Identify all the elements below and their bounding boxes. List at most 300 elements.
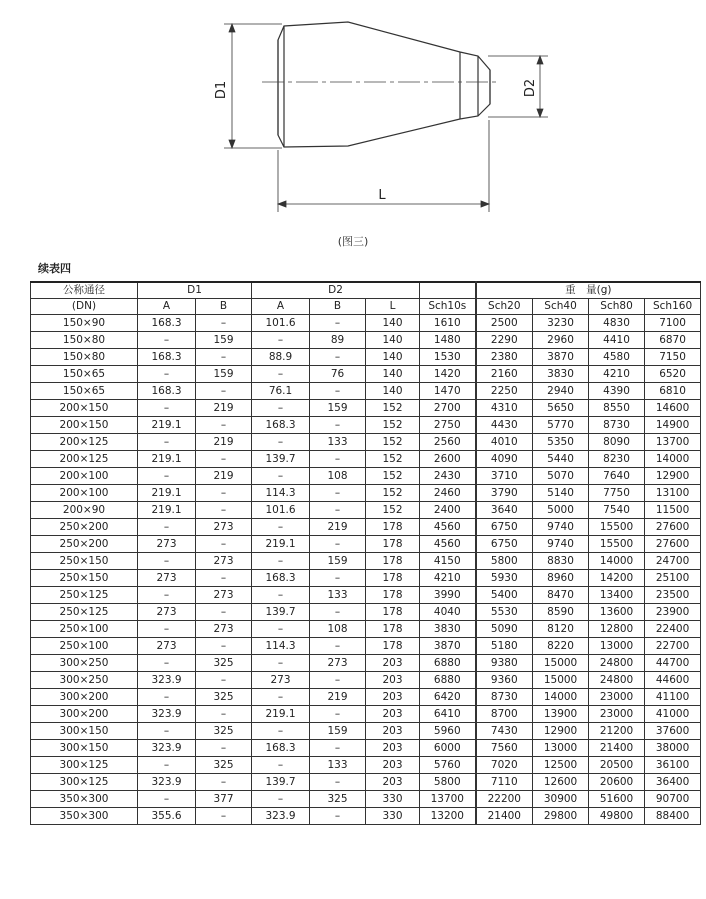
table-row xyxy=(31,383,701,400)
cell-sch10s: 6420 xyxy=(420,689,476,706)
cell-dn: 250×150 xyxy=(31,570,138,587)
cell-d1-b: – xyxy=(196,706,252,723)
cell-d2-b: – xyxy=(310,808,366,825)
cell-dn: 150×80 xyxy=(31,332,138,349)
cell-sch160: 14600 xyxy=(645,400,701,417)
header-dn: 公称通径 xyxy=(31,282,138,299)
cell-d2-b: 159 xyxy=(310,553,366,570)
cell-sch80: 7750 xyxy=(589,485,645,502)
cell-dn: 250×150 xyxy=(31,553,138,570)
cell-sch40: 8960 xyxy=(533,570,589,587)
cell-sch40: 8830 xyxy=(533,553,589,570)
cell-sch40: 15000 xyxy=(533,655,589,672)
cell-d2-a: – xyxy=(252,332,310,349)
table-row xyxy=(31,706,701,723)
cell-sch20: 7430 xyxy=(476,723,533,740)
cell-dn: 200×150 xyxy=(31,417,138,434)
cell-dn: 300×250 xyxy=(31,672,138,689)
cell-d1-b: 219 xyxy=(196,434,252,451)
header-weight: 重 量(g) xyxy=(476,282,701,299)
cell-sch80: 21200 xyxy=(589,723,645,740)
cell-sch80: 13600 xyxy=(589,604,645,621)
cell-d2-a: 168.3 xyxy=(252,740,310,757)
cell-sch40: 3830 xyxy=(533,366,589,383)
cell-sch10s: 5760 xyxy=(420,757,476,774)
cell-sch10s: 2430 xyxy=(420,468,476,485)
cell-sch10s: 6880 xyxy=(420,655,476,672)
cell-l: 152 xyxy=(366,485,420,502)
cell-d1-a: 273 xyxy=(138,604,196,621)
cell-sch80: 8090 xyxy=(589,434,645,451)
table-row xyxy=(31,468,701,485)
cell-d2-a: – xyxy=(252,689,310,706)
cell-l: 178 xyxy=(366,519,420,536)
cell-l: 203 xyxy=(366,774,420,791)
cell-sch160: 11500 xyxy=(645,502,701,519)
reducer-drawing xyxy=(0,0,706,240)
cell-d2-b: – xyxy=(310,774,366,791)
cell-d2-b: – xyxy=(310,740,366,757)
cell-l: 203 xyxy=(366,706,420,723)
header-d2-a: A xyxy=(252,299,310,315)
cell-dn: 150×65 xyxy=(31,383,138,400)
cell-sch80: 4390 xyxy=(589,383,645,400)
cell-sch80: 4210 xyxy=(589,366,645,383)
cell-sch40: 12900 xyxy=(533,723,589,740)
cell-sch10s: 2600 xyxy=(420,451,476,468)
table-row xyxy=(31,740,701,757)
cell-sch160: 36400 xyxy=(645,774,701,791)
cell-d2-a: 168.3 xyxy=(252,570,310,587)
cell-d1-a: 323.9 xyxy=(138,706,196,723)
cell-d1-a: – xyxy=(138,791,196,808)
cell-sch20: 5530 xyxy=(476,604,533,621)
cell-sch20: 2380 xyxy=(476,349,533,366)
cell-dn: 200×90 xyxy=(31,502,138,519)
table-row xyxy=(31,349,701,366)
l-label: L xyxy=(378,188,386,203)
cell-sch160: 38000 xyxy=(645,740,701,757)
cell-d1-a: – xyxy=(138,434,196,451)
cell-d2-b: – xyxy=(310,536,366,553)
table-row xyxy=(31,757,701,774)
cell-sch10s: 4560 xyxy=(420,519,476,536)
cell-sch10s: 2750 xyxy=(420,417,476,434)
cell-d1-b: – xyxy=(196,349,252,366)
cell-dn: 300×125 xyxy=(31,774,138,791)
cell-dn: 300×150 xyxy=(31,740,138,757)
cell-dn: 250×125 xyxy=(31,587,138,604)
table-row xyxy=(31,638,701,655)
cell-d1-a: 219.1 xyxy=(138,451,196,468)
cell-d1-b: – xyxy=(196,451,252,468)
cell-d2-b: – xyxy=(310,315,366,332)
cell-dn: 200×125 xyxy=(31,451,138,468)
cell-l: 140 xyxy=(366,383,420,400)
cell-sch160: 7100 xyxy=(645,315,701,332)
header-sch160: Sch160 xyxy=(645,299,701,315)
cell-sch80: 24800 xyxy=(589,655,645,672)
table-row xyxy=(31,366,701,383)
header-sch20: Sch20 xyxy=(476,299,533,315)
cell-d2-a: 76.1 xyxy=(252,383,310,400)
cell-dn: 150×80 xyxy=(31,349,138,366)
cell-sch10s: 6000 xyxy=(420,740,476,757)
cell-sch10s: 6880 xyxy=(420,672,476,689)
cell-dn: 150×90 xyxy=(31,315,138,332)
cell-l: 152 xyxy=(366,400,420,417)
cell-d1-a: 323.9 xyxy=(138,740,196,757)
cell-dn: 250×200 xyxy=(31,519,138,536)
cell-d1-b: – xyxy=(196,570,252,587)
cell-sch20: 9380 xyxy=(476,655,533,672)
cell-sch20: 4010 xyxy=(476,434,533,451)
cell-d1-a: 168.3 xyxy=(138,349,196,366)
cell-d2-b: 108 xyxy=(310,621,366,638)
cell-d2-a: – xyxy=(252,791,310,808)
table-row xyxy=(31,519,701,536)
cell-sch40: 15000 xyxy=(533,672,589,689)
cell-d1-a: – xyxy=(138,366,196,383)
cell-sch80: 4410 xyxy=(589,332,645,349)
cell-d2-a: 114.3 xyxy=(252,485,310,502)
table-row xyxy=(31,672,701,689)
cell-d2-a: 88.9 xyxy=(252,349,310,366)
table-row xyxy=(31,655,701,672)
cell-l: 140 xyxy=(366,332,420,349)
cell-sch20: 5400 xyxy=(476,587,533,604)
cell-sch20: 4310 xyxy=(476,400,533,417)
cell-d2-b: – xyxy=(310,383,366,400)
cell-l: 203 xyxy=(366,655,420,672)
cell-dn: 350×300 xyxy=(31,808,138,825)
cell-sch80: 23000 xyxy=(589,706,645,723)
cell-d1-b: 219 xyxy=(196,468,252,485)
cell-dn: 200×125 xyxy=(31,434,138,451)
cell-d2-a: – xyxy=(252,723,310,740)
header-sch80: Sch80 xyxy=(589,299,645,315)
cell-l: 152 xyxy=(366,468,420,485)
cell-l: 178 xyxy=(366,553,420,570)
cell-sch20: 5180 xyxy=(476,638,533,655)
cell-sch10s: 2700 xyxy=(420,400,476,417)
cell-d1-b: 325 xyxy=(196,689,252,706)
cell-sch20: 2250 xyxy=(476,383,533,400)
cell-d1-b: 219 xyxy=(196,400,252,417)
cell-sch20: 4430 xyxy=(476,417,533,434)
cell-dn: 300×200 xyxy=(31,689,138,706)
cell-d2-a: 168.3 xyxy=(252,417,310,434)
cell-sch40: 30900 xyxy=(533,791,589,808)
cell-d1-a: 219.1 xyxy=(138,485,196,502)
cell-dn: 250×200 xyxy=(31,536,138,553)
cell-d2-a: – xyxy=(252,519,310,536)
cell-d2-b: – xyxy=(310,638,366,655)
cell-d1-b: – xyxy=(196,502,252,519)
cell-d2-a: – xyxy=(252,621,310,638)
cell-d2-a: – xyxy=(252,655,310,672)
cell-l: 203 xyxy=(366,757,420,774)
cell-d1-a: – xyxy=(138,468,196,485)
cell-sch160: 14000 xyxy=(645,451,701,468)
cell-dn: 150×65 xyxy=(31,366,138,383)
cell-d2-b: – xyxy=(310,706,366,723)
cell-dn: 200×100 xyxy=(31,468,138,485)
cell-d2-b: 219 xyxy=(310,519,366,536)
cell-d1-a: 219.1 xyxy=(138,502,196,519)
cell-d2-b: 325 xyxy=(310,791,366,808)
cell-l: 178 xyxy=(366,587,420,604)
cell-d1-a: – xyxy=(138,621,196,638)
cell-sch20: 5930 xyxy=(476,570,533,587)
cell-sch10s: 5800 xyxy=(420,774,476,791)
table-body xyxy=(31,315,701,825)
cell-sch40: 9740 xyxy=(533,536,589,553)
cell-d1-a: 355.6 xyxy=(138,808,196,825)
cell-l: 178 xyxy=(366,604,420,621)
cell-sch40: 8470 xyxy=(533,587,589,604)
table-row xyxy=(31,417,701,434)
cell-sch10s: 1480 xyxy=(420,332,476,349)
cell-dn: 200×150 xyxy=(31,400,138,417)
cell-d2-b: 76 xyxy=(310,366,366,383)
cell-sch20: 8730 xyxy=(476,689,533,706)
cell-sch80: 13000 xyxy=(589,638,645,655)
cell-dn: 350×300 xyxy=(31,791,138,808)
cell-sch10s: 5960 xyxy=(420,723,476,740)
header-d1-b: B xyxy=(196,299,252,315)
cell-d1-b: – xyxy=(196,808,252,825)
cell-sch10s: 6410 xyxy=(420,706,476,723)
cell-sch40: 13900 xyxy=(533,706,589,723)
cell-d1-a: – xyxy=(138,655,196,672)
cell-sch160: 6520 xyxy=(645,366,701,383)
cell-sch10s: 3870 xyxy=(420,638,476,655)
cell-sch10s: 13700 xyxy=(420,791,476,808)
cell-sch40: 14000 xyxy=(533,689,589,706)
cell-sch160: 27600 xyxy=(645,536,701,553)
cell-d1-b: 273 xyxy=(196,519,252,536)
cell-sch10s: 2400 xyxy=(420,502,476,519)
cell-d1-b: – xyxy=(196,672,252,689)
cell-sch10s: 4150 xyxy=(420,553,476,570)
cell-d1-a: 273 xyxy=(138,638,196,655)
cell-sch40: 5000 xyxy=(533,502,589,519)
cell-sch40: 5070 xyxy=(533,468,589,485)
cell-d2-b: – xyxy=(310,570,366,587)
cell-sch40: 9740 xyxy=(533,519,589,536)
cell-d2-a: – xyxy=(252,587,310,604)
header-row-2 xyxy=(31,299,701,315)
cell-d1-b: – xyxy=(196,383,252,400)
cell-d1-a: – xyxy=(138,689,196,706)
cell-sch20: 7110 xyxy=(476,774,533,791)
table-row xyxy=(31,536,701,553)
cell-l: 203 xyxy=(366,740,420,757)
cell-sch160: 6810 xyxy=(645,383,701,400)
cell-sch10s: 3990 xyxy=(420,587,476,604)
cell-l: 140 xyxy=(366,315,420,332)
cell-d2-b: 133 xyxy=(310,587,366,604)
cell-sch80: 15500 xyxy=(589,536,645,553)
cell-d1-a: – xyxy=(138,400,196,417)
table-row xyxy=(31,774,701,791)
cell-sch160: 13700 xyxy=(645,434,701,451)
cell-dn: 250×125 xyxy=(31,604,138,621)
cell-sch80: 23000 xyxy=(589,689,645,706)
cell-d2-a: 219.1 xyxy=(252,706,310,723)
table-row xyxy=(31,485,701,502)
cell-sch40: 8120 xyxy=(533,621,589,638)
cell-sch80: 14200 xyxy=(589,570,645,587)
table-row xyxy=(31,315,701,332)
cell-sch160: 6870 xyxy=(645,332,701,349)
table-row xyxy=(31,791,701,808)
cell-d2-a: 139.7 xyxy=(252,774,310,791)
cell-sch40: 29800 xyxy=(533,808,589,825)
cell-sch80: 13400 xyxy=(589,587,645,604)
table-row xyxy=(31,808,701,825)
cell-l: 152 xyxy=(366,502,420,519)
cell-d1-a: 168.3 xyxy=(138,315,196,332)
cell-sch20: 6750 xyxy=(476,536,533,553)
cell-sch20: 2500 xyxy=(476,315,533,332)
table-row xyxy=(31,553,701,570)
reducer-spec-table xyxy=(30,281,701,825)
cell-sch40: 2960 xyxy=(533,332,589,349)
cell-sch160: 22700 xyxy=(645,638,701,655)
cell-l: 140 xyxy=(366,349,420,366)
table-row xyxy=(31,451,701,468)
cell-sch80: 8550 xyxy=(589,400,645,417)
table-row xyxy=(31,689,701,706)
cell-sch80: 15500 xyxy=(589,519,645,536)
cell-sch160: 44600 xyxy=(645,672,701,689)
cell-d1-a: 168.3 xyxy=(138,383,196,400)
cell-dn: 250×100 xyxy=(31,621,138,638)
cell-sch20: 5800 xyxy=(476,553,533,570)
cell-sch20: 3790 xyxy=(476,485,533,502)
cell-sch80: 51600 xyxy=(589,791,645,808)
header-d2-b: B xyxy=(310,299,366,315)
header-l: L xyxy=(366,299,420,315)
cell-sch160: 36100 xyxy=(645,757,701,774)
cell-d1-b: 273 xyxy=(196,553,252,570)
cell-sch40: 13000 xyxy=(533,740,589,757)
cell-l: 330 xyxy=(366,808,420,825)
cell-d1-b: 377 xyxy=(196,791,252,808)
header-dn-sub: (DN) xyxy=(31,299,138,315)
cell-d2-a: 101.6 xyxy=(252,315,310,332)
cell-l: 178 xyxy=(366,536,420,553)
cell-d2-a: – xyxy=(252,553,310,570)
figure-caption: (图三) xyxy=(337,235,369,248)
cell-dn: 250×100 xyxy=(31,638,138,655)
header-d2: D2 xyxy=(252,282,420,299)
cell-sch80: 4580 xyxy=(589,349,645,366)
cell-l: 330 xyxy=(366,791,420,808)
cell-sch160: 12900 xyxy=(645,468,701,485)
cell-sch40: 2940 xyxy=(533,383,589,400)
cell-sch10s: 1530 xyxy=(420,349,476,366)
table-row xyxy=(31,621,701,638)
cell-sch20: 3710 xyxy=(476,468,533,485)
cell-d2-b: – xyxy=(310,451,366,468)
cell-sch160: 37600 xyxy=(645,723,701,740)
cell-d2-b: 133 xyxy=(310,757,366,774)
cell-l: 140 xyxy=(366,366,420,383)
cell-sch20: 7560 xyxy=(476,740,533,757)
cell-sch20: 21400 xyxy=(476,808,533,825)
cell-d1-b: – xyxy=(196,417,252,434)
cell-l: 203 xyxy=(366,723,420,740)
cell-sch160: 27600 xyxy=(645,519,701,536)
cell-sch160: 23900 xyxy=(645,604,701,621)
cell-sch40: 12500 xyxy=(533,757,589,774)
d1-label: D1 xyxy=(214,80,229,100)
cell-d1-a: 323.9 xyxy=(138,774,196,791)
cell-sch10s: 1610 xyxy=(420,315,476,332)
cell-l: 178 xyxy=(366,621,420,638)
cell-sch160: 44700 xyxy=(645,655,701,672)
cell-sch160: 90700 xyxy=(645,791,701,808)
cell-d2-b: – xyxy=(310,604,366,621)
cell-d1-b: 273 xyxy=(196,621,252,638)
cell-sch10s: 1420 xyxy=(420,366,476,383)
cell-sch160: 23500 xyxy=(645,587,701,604)
cell-sch40: 3870 xyxy=(533,349,589,366)
cell-sch20: 7020 xyxy=(476,757,533,774)
cell-d1-b: – xyxy=(196,740,252,757)
cell-sch10s: 4040 xyxy=(420,604,476,621)
cell-d2-a: 323.9 xyxy=(252,808,310,825)
cell-sch160: 24700 xyxy=(645,553,701,570)
cell-sch40: 5650 xyxy=(533,400,589,417)
cell-sch20: 2160 xyxy=(476,366,533,383)
cell-sch80: 7640 xyxy=(589,468,645,485)
cell-d2-b: 89 xyxy=(310,332,366,349)
cell-d1-b: 159 xyxy=(196,332,252,349)
cell-d2-b: – xyxy=(310,672,366,689)
cell-d1-b: – xyxy=(196,315,252,332)
cell-sch20: 22200 xyxy=(476,791,533,808)
header-row-1 xyxy=(31,282,701,299)
cell-sch40: 3230 xyxy=(533,315,589,332)
cell-sch10s: 4560 xyxy=(420,536,476,553)
cell-sch80: 21400 xyxy=(589,740,645,757)
cell-d2-b: 133 xyxy=(310,434,366,451)
cell-sch80: 14000 xyxy=(589,553,645,570)
cell-d2-b: – xyxy=(310,417,366,434)
header-d1: D1 xyxy=(138,282,252,299)
cell-d1-a: 273 xyxy=(138,536,196,553)
cell-sch40: 5350 xyxy=(533,434,589,451)
cell-sch20: 9360 xyxy=(476,672,533,689)
table-row xyxy=(31,604,701,621)
cell-d2-b: – xyxy=(310,485,366,502)
cell-d1-a: – xyxy=(138,519,196,536)
cell-sch10s: 2560 xyxy=(420,434,476,451)
cell-sch20: 3640 xyxy=(476,502,533,519)
table-row xyxy=(31,502,701,519)
cell-d2-a: – xyxy=(252,366,310,383)
cell-sch10s: 13200 xyxy=(420,808,476,825)
cell-d2-a: 139.7 xyxy=(252,451,310,468)
header-sch40: Sch40 xyxy=(533,299,589,315)
cell-sch20: 5090 xyxy=(476,621,533,638)
cell-d2-b: – xyxy=(310,349,366,366)
cell-d1-b: 325 xyxy=(196,655,252,672)
